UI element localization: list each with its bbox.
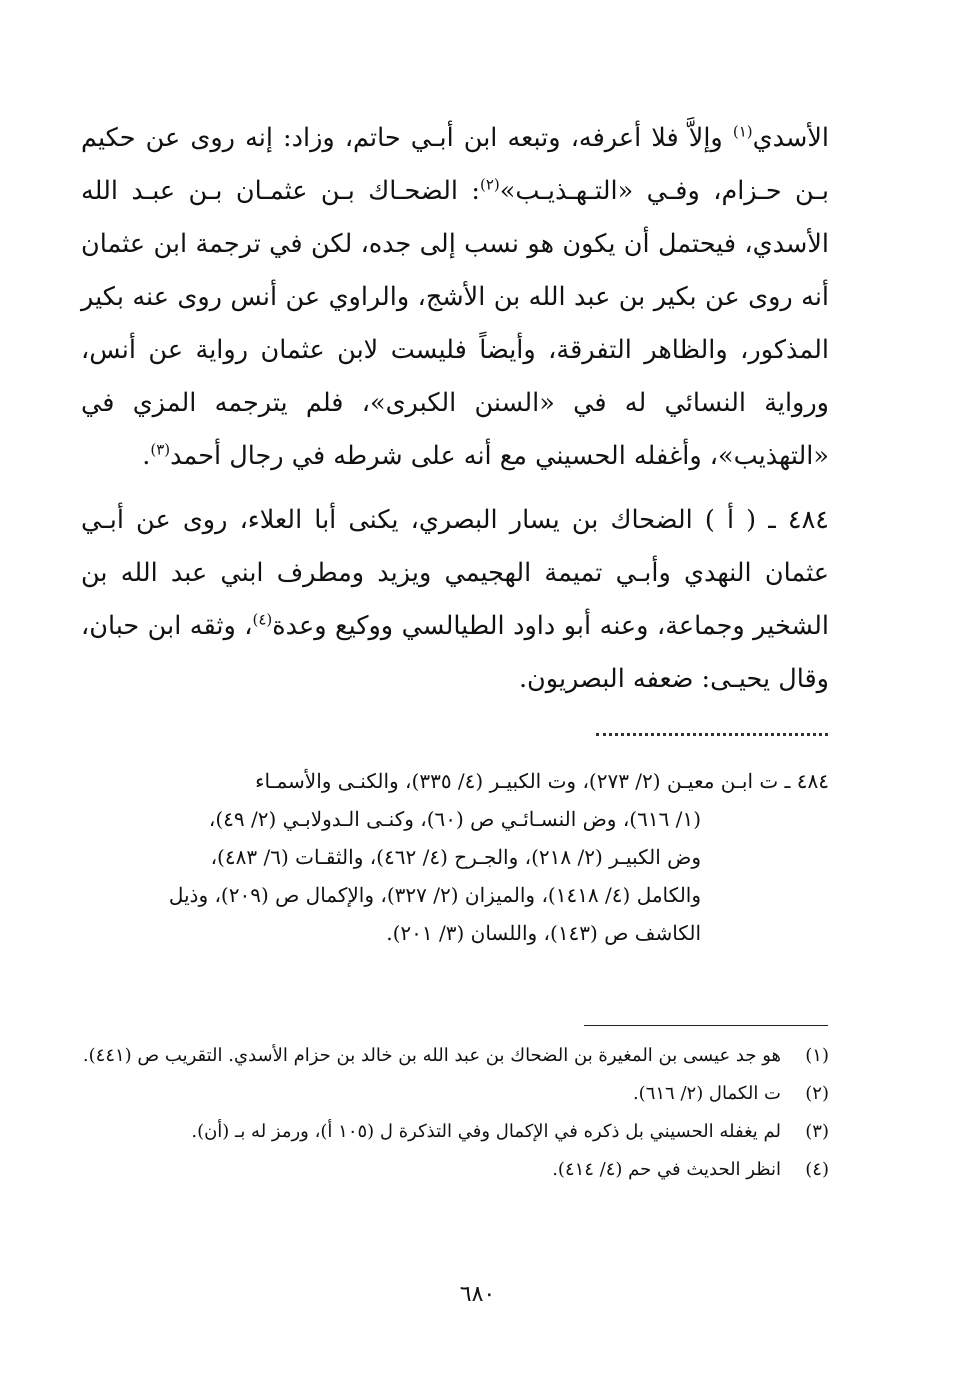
footnotes-section (81, 1040, 829, 1192)
footnote-text: ت الكمال (٢/ ٦١٦). (632, 1083, 781, 1104)
reference-line: والكامل (٤/ ١٤١٨)، والميزان (٢/ ٣٢٧)، والإكمال ص (٢٠٩)، وذيل (168, 883, 701, 907)
para2-text-2: ، وثقه ابن حبان، وقال يحيـى: ضعفه البصريون. (81, 611, 829, 694)
footnote-number: (٢) (805, 1083, 829, 1104)
main-paragraph-1 (81, 112, 829, 483)
footnote-divider (584, 1025, 828, 1026)
para2-text-1: ٤٨٤ ـ ( أ ) الضحاك بن يسار البصري، يكنى أبا العلاء، روى عن أبـي عثمان النهدي وأبـي تميمة الهجيمي ويزيد ومطرف ابني عبد الله بن الشخير وجماعة، وعنه أبو داود الطيالسي ووكيع وعدة (81, 505, 830, 641)
para1-text-1: الأسدي (752, 123, 829, 153)
para1-text-3: : الضحـاك بـن عثمـان بـن عبـد الله الأسدي، فيحتمل أن يكون هو نسب إلى جده، لكن في ترجمة ابن عثمان أنه روى عن بكير بن عبد الله بن الأشج، والراوي عن أنس روى عنه بكير المذكور، والظاهر التفرقة، وأيضاً فليست لابن عثمان رواية عن أنس، ورواية النسائي له في «السنن الكبرى»، فلم يترجمه المزي في «التهذيب»، وأغفله الحسيني مع أنه على شرطه في رجال أحمد (81, 176, 829, 471)
reference-line: (١/ ٦١٦)، وض النسـائـي ص (٦٠)، وكنـى الـدولابـي (٢/ ٤٩)، (208, 807, 701, 831)
dotted-separator (596, 733, 828, 736)
footnote-ref-3[interactable]: (٣) (150, 440, 171, 459)
footnote-text: هو جد عيسى بن المغيرة بن الضحاك بن عبد الله بن خالد بن حزام الأسدي. التقريب ص (٤٤١). (82, 1045, 781, 1066)
footnote-number: (٣) (805, 1121, 829, 1142)
reference-line: ٤٨٤ ـ ت ابـن معيـن (٢/ ٢٧٣)، وت الكبيـر (٤/ ٣٣٥)، والكنـى والأسمـاء (255, 769, 829, 793)
main-paragraph-2 (81, 494, 829, 706)
footnote-text: لم يغفله الحسيني بل ذكره في الإكمال وفي التذكرة ل (١٠٥ أ)، ورمز له بـ (أن). (191, 1121, 781, 1142)
page-number: ٦٨٠ (459, 1282, 496, 1307)
footnote-ref-4[interactable]: (٤) (252, 610, 273, 629)
reference-line: الكاشف ص (١٤٣)، واللسان (٣/ ٢٠١). (386, 921, 701, 945)
footnote-ref-2[interactable]: (٢) (479, 175, 500, 194)
footnote-text: انظر الحديث في حم (٤/ ٤١٤). (552, 1159, 781, 1180)
footnote-item (81, 1116, 829, 1148)
reference-line: وض الكبيـر (٢/ ٢١٨)، والجـرح (٤/ ٤٦٢)، والثقـات (٦/ ٤٨٣)، (210, 845, 701, 869)
footnote-item (81, 1154, 829, 1186)
footnote-item (81, 1040, 829, 1072)
para1-text-2: وإلاَّ فلا أعرفه، وتبعه ابن أبـي حاتم، وزاد: إنه روى عن حكيم بـن حـزام، وفـي «التـهـذيـب» (81, 123, 829, 206)
para1-text-4: . (142, 441, 151, 471)
footnote-ref-1[interactable]: (١) (732, 122, 753, 141)
references-block (81, 762, 829, 952)
footnote-number: (١) (805, 1045, 829, 1066)
footnote-number: (٤) (805, 1159, 829, 1180)
footnote-item (81, 1078, 829, 1110)
